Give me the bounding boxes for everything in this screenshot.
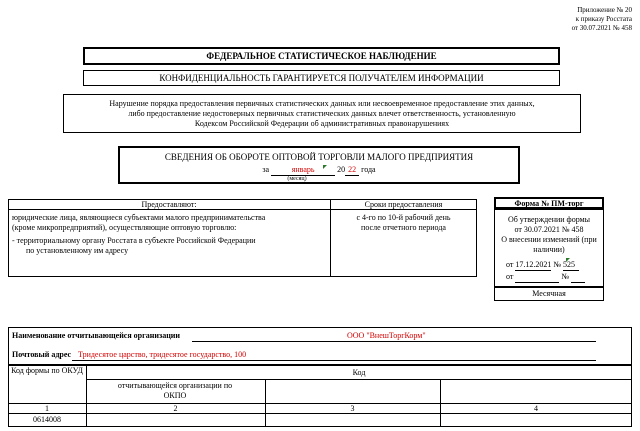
appendix-note	[512, 6, 632, 33]
form-title-box	[494, 197, 604, 209]
period-box	[494, 287, 604, 301]
okud-header: Код формы по ОКУД	[11, 366, 83, 375]
code-value-4[interactable]	[440, 413, 632, 427]
okud-value[interactable]: 0614008	[33, 415, 61, 424]
warning-line-3: Кодексом Российской Федерации об административных правонарушениях	[194, 119, 450, 128]
for-label: за	[262, 165, 270, 174]
warning-line-1: Нарушение порядка предоставления первичных статистических данных или несвоевременное предоставление этих данных,	[109, 99, 535, 108]
submit-col1-header: Предоставляют:	[141, 200, 197, 209]
warning-box	[63, 94, 581, 133]
changes-from-1: от	[506, 260, 514, 269]
observation-title: ФЕДЕРАЛЬНОЕ СТАТИСТИЧЕСКОЕ НАБЛЮДЕНИЕ	[206, 51, 437, 61]
year-suffix: года	[361, 165, 376, 174]
org-name-label: Наименование отчитывающейся организации	[12, 331, 181, 340]
approved-date: от 30.07.2021 № 458	[514, 225, 584, 234]
submit-col2-header: Сроки предоставления	[364, 200, 443, 209]
changes-row-1	[506, 260, 604, 271]
form-title: Форма № ПМ-торг	[514, 199, 584, 208]
submit-col1-line1: юридические лица, являющиеся субъектами малого предпринимательства	[12, 213, 266, 222]
year-prefix: 20	[337, 165, 346, 174]
changes-label-2: наличии)	[533, 245, 565, 254]
changes-num-sign-1: №	[553, 260, 562, 269]
col-number-2: 2	[173, 404, 178, 413]
col-number-1: 1	[45, 404, 49, 413]
appendix-line-3: от 30.07.2021 № 458	[571, 24, 632, 32]
address-value[interactable]: Тридесятое царство, тридесятое государство, 100	[78, 350, 247, 359]
observation-header	[83, 47, 560, 65]
month-field[interactable]: январь	[271, 165, 335, 176]
submit-col1-item1: - территориальному органу Росстата в субъекте Российской Федерации	[12, 236, 256, 245]
org-name-value[interactable]: ООО "ВнешТоргКорм"	[347, 331, 426, 340]
col-number-4: 4	[534, 404, 538, 413]
changes-num-sign-2: №	[561, 272, 570, 281]
changes-row-2	[506, 272, 604, 283]
comment-flag-icon-2	[566, 258, 570, 262]
col-number-3: 3	[350, 404, 355, 413]
approved-label: Об утверждении формы	[507, 215, 591, 224]
report-title: СВЕДЕНИЯ ОБ ОБОРОТЕ ОПТОВОЙ ТОРГОВЛИ МАЛОГО ПРЕДПРИЯТИЯ	[164, 152, 474, 162]
year-field[interactable]: 22	[345, 165, 359, 176]
changes-date-2[interactable]	[515, 272, 559, 283]
appendix-line-2: к приказу Росстата	[575, 15, 632, 23]
changes-num-2[interactable]	[571, 272, 585, 283]
code-value-3[interactable]	[265, 413, 440, 427]
comment-flag-icon	[323, 165, 327, 169]
changes-label: О внесении изменений (при	[501, 235, 597, 244]
confidentiality-box	[83, 70, 560, 86]
changes-date-1[interactable]: 17.12.2021	[515, 260, 552, 269]
submit-col1-item2: по установленному им адресу	[26, 246, 129, 255]
changes-from-2: от	[506, 272, 514, 281]
code-header: Код	[352, 368, 366, 377]
submit-col1-line2: (кроме микропредприятий), осуществляющие оптовую торговлю:	[12, 223, 237, 232]
submit-col2-body	[330, 213, 477, 233]
submit-col2-line1: с 4-го по 10-й рабочий день	[356, 213, 451, 222]
okpo-header: отчитывающейся организации по ОКПО	[117, 381, 233, 400]
warning-line-2: либо предоставление недостоверных первичных статистических данных влечет ответственность, установленную	[128, 109, 516, 118]
submit-col1-body	[12, 213, 328, 256]
period-label: Месячная	[532, 289, 566, 298]
confidentiality-text: КОНФИДЕНЦИАЛЬНОСТЬ ГАРАНТИРУЕТСЯ ПОЛУЧАТЕЛЕМ ИНФОРМАЦИИ	[159, 73, 484, 83]
address-label: Почтовый адрес	[12, 350, 72, 359]
appendix-line-1: Приложение № 20	[577, 6, 632, 14]
form-approval	[494, 215, 604, 255]
submit-col2-line2: после отчетного периода	[361, 223, 446, 232]
month-caption: (месяц)	[287, 176, 307, 182]
changes-num-1[interactable]: 525	[563, 260, 579, 271]
okpo-value[interactable]	[86, 413, 265, 427]
report-title-box	[118, 146, 520, 184]
